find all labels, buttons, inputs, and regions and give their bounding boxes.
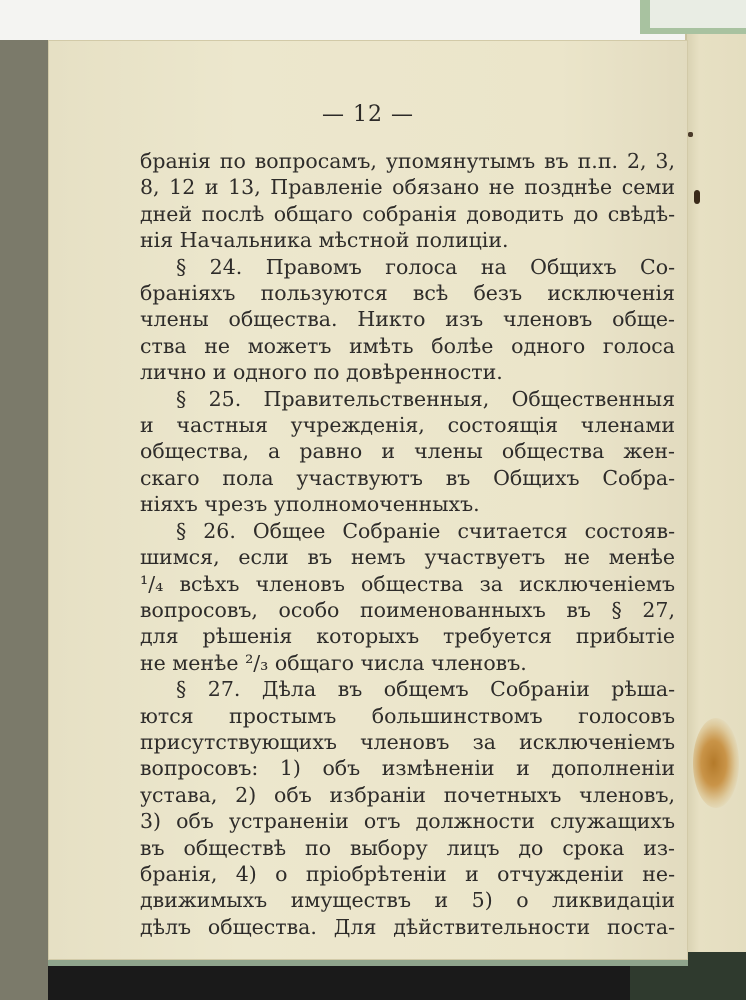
document-page bbox=[48, 40, 688, 966]
text-line: 3) объ устраненіи отъ должности служащихъ bbox=[140, 809, 675, 834]
paper-speck bbox=[694, 190, 700, 204]
text-line: члены общества. Никто изъ членовъ обще- bbox=[140, 307, 675, 332]
scan-background-left bbox=[0, 40, 48, 1000]
text-line: бранія, 4) о пріобрѣтеніи и отчужденіи не- bbox=[140, 861, 675, 886]
text-line: не менѣе ²/₃ общаго числа членовъ. bbox=[140, 650, 527, 675]
text-line: въ обществѣ по выбору лицъ до срока из- bbox=[140, 835, 675, 860]
text-line: ніяхъ чрезъ уполномоченныхъ. bbox=[140, 492, 480, 517]
scan-background-top bbox=[0, 0, 746, 40]
text-line: движимыхъ имуществъ и 5) о ликвидаціи bbox=[140, 888, 675, 913]
text-line: § 26. Общее Собраніе считается состояв- bbox=[176, 518, 675, 543]
text-line: § 25. Правительственныя, Общественныя bbox=[176, 386, 675, 411]
text-line: бранія по вопросамъ, упомянутымъ въ п.п. 2, 3, bbox=[140, 149, 675, 173]
text-line: нія Начальника мѣстной полиціи. bbox=[140, 228, 509, 253]
text-line: 8, 12 и 13, Правленіе обязано не позднѣе семи bbox=[140, 175, 675, 200]
text-line: скаго пола участвуютъ въ Общихъ Собра- bbox=[140, 465, 675, 490]
body-text bbox=[140, 148, 675, 940]
text-line: шимся, если въ немъ участвуетъ не менѣе bbox=[140, 545, 675, 570]
text-line: и частныя учрежденія, состоящія членами bbox=[140, 413, 675, 438]
adjacent-page-edge bbox=[685, 34, 746, 954]
text-line: ства не можетъ имѣть болѣе одного голоса bbox=[140, 333, 675, 358]
text-line: вопросовъ, особо поименованныхъ въ § 27, bbox=[140, 597, 675, 622]
text-line: ¹/₄ всѣхъ членовъ общества за исключеніемъ bbox=[140, 571, 675, 596]
text-line: § 24. Правомъ голоса на Общихъ Со- bbox=[176, 254, 675, 279]
paper-stain bbox=[693, 718, 739, 808]
text-line: общества, а равно и члены общества жен- bbox=[140, 439, 675, 464]
text-line: присутствующихъ членовъ за исключеніемъ bbox=[140, 729, 675, 754]
book-cover-inner bbox=[650, 0, 746, 28]
page-number: — 12 — bbox=[322, 102, 414, 127]
text-line: дѣлъ общества. Для дѣйствительности поста- bbox=[140, 914, 675, 939]
paper-speck bbox=[688, 132, 693, 137]
text-line: ются простымъ большинствомъ голосовъ bbox=[140, 703, 675, 728]
text-line: лично и одного по довѣренности. bbox=[140, 360, 503, 385]
text-line: дней послѣ общаго собранія доводить до свѣдѣ- bbox=[140, 201, 675, 226]
text-line: § 27. Дѣла въ общемъ Собраніи рѣша- bbox=[176, 677, 675, 702]
text-line: для рѣшенія которыхъ требуется прибытіе bbox=[140, 624, 675, 649]
text-line: браніяхъ пользуются всѣ безъ исключенія bbox=[140, 281, 675, 306]
text-line: устава, 2) объ избраніи почетныхъ членовъ, bbox=[140, 782, 675, 807]
text-line: вопросовъ: 1) объ измѣненіи и дополненіи bbox=[140, 756, 675, 781]
